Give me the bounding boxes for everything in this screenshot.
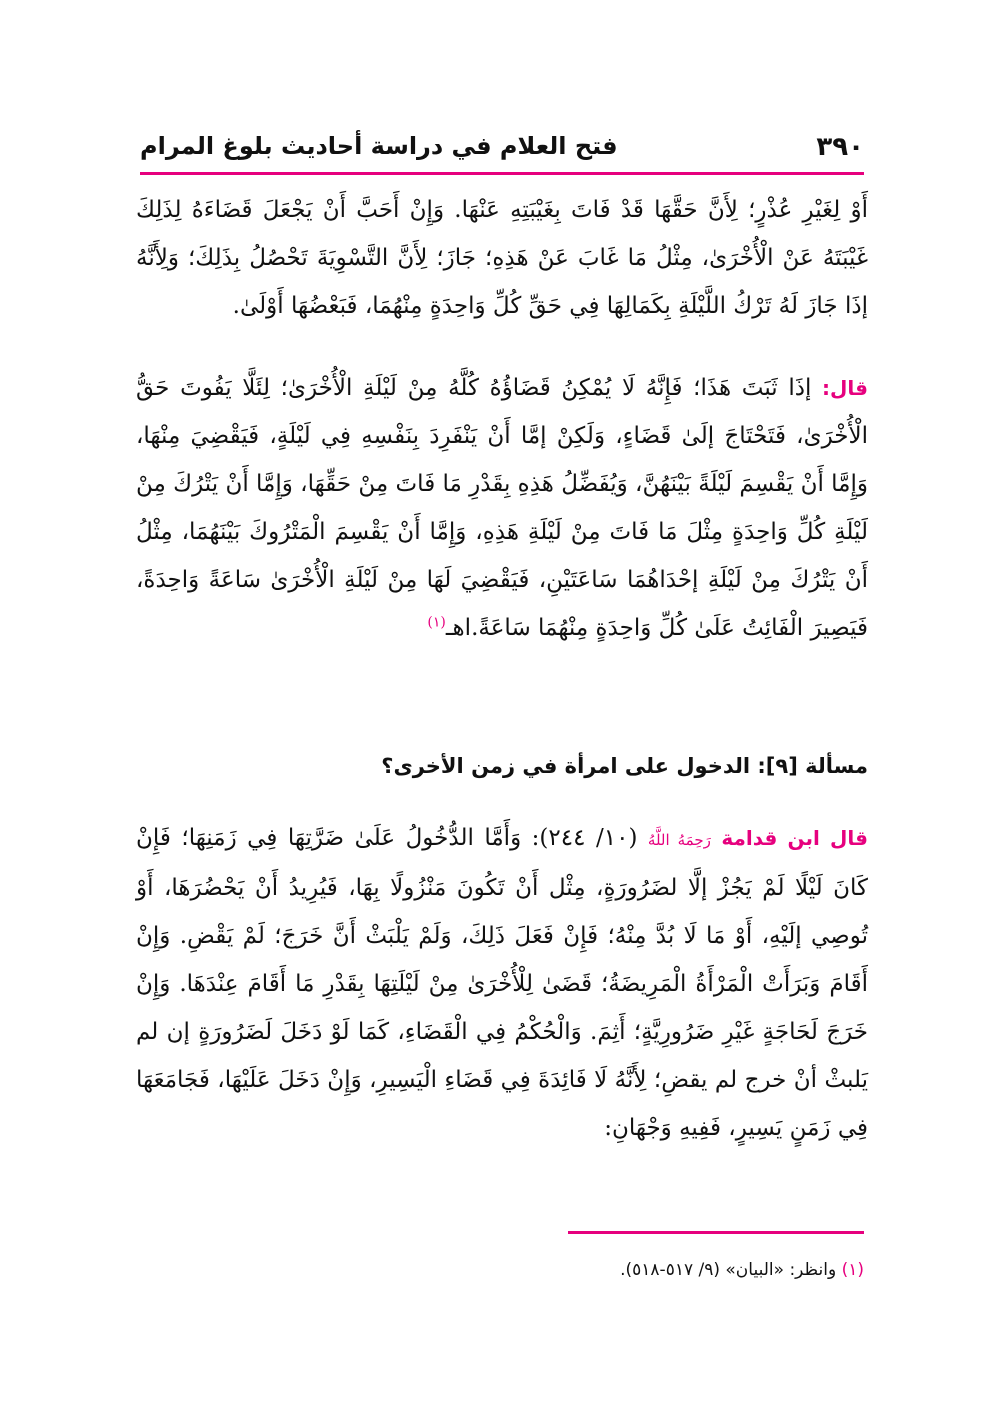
footnote: [140, 1260, 864, 1280]
paragraph-ibn-qudama: [136, 814, 868, 1152]
honorific-symbol: رَحِمَهُ اللَّهُ: [647, 831, 711, 849]
footnote-number: (١): [841, 1260, 864, 1280]
paragraph-text: إذَا ثَبَتَ هَذَا؛ فَإِنَّهُ لَا يُمْكِنُ قَضَاؤُهُ كُلَّهُ مِنْ لَيْلَةِ الْأُخْرَىٰ؛ لِئَلَّا يَفُوتَ حَقُّ الْأُخْرَىٰ، فَتَحْتَاجَ إلَىٰ قَضَاءٍ، وَلَكِنْ إمَّا أَنْ يَنْفَرِدَ بِنَفْسِهِ فِي لَيْلَةٍ، فَيَقْضِيَ مِنْهَا، وَإِمَّا أَنْ يَقْسِمَ لَيْلَةً بَيْنَهُنَّ، وَيُفَضِّلُ هَذِهِ بِقَدْرِ مَا فَاتَ مِنْ حَقِّهَا، وَإِمَّا أَنْ يَتْرُكَ مِنْ لَيْلَةِ كُلِّ وَاحِدَةٍ مِثْلَ مَا فَاتَ مِنْ لَيْلَةِ هَذِهِ، وَإِمَّا أَنْ يَقْسِمَ الْمَتْرُوكَ بَيْنَهُمَا، مِثْلُ أَنْ يَتْرُكَ مِنْ لَيْلَةِ إحْدَاهُمَا سَاعَتَيْنِ، فَيَقْضِيَ لَهَا مِنْ لَيْلَةِ الْأُخْرَىٰ سَاعَةً وَاحِدَةً، فَيَصِيرَ الْفَائِتُ عَلَىٰ كُلِّ وَاحِدَةٍ مِنْهُمَا سَاعَةً.اهـ: [136, 375, 868, 641]
header-divider: [140, 172, 864, 175]
book-title: فتح العلام في دراسة أحاديث بلوغ المرام: [140, 132, 618, 160]
page-number: ٣٩٠: [816, 132, 864, 162]
speaker-label: قال:: [822, 376, 868, 400]
paragraph-qala: [136, 364, 868, 652]
speaker-label: قال ابن قدامة: [721, 826, 868, 850]
issue-title: الدخول على امرأة في زمن الأخرى؟: [381, 754, 758, 778]
issue-heading: [136, 754, 868, 778]
paragraph-continuation: [136, 186, 868, 330]
page-header: [140, 124, 864, 174]
paragraph-text: (١٠/ ٢٤٤): وَأَمَّا الدُّخُولُ عَلَىٰ ضَرَّتِهَا فِي زَمَنِهَا؛ فَإِنْ كَانَ لَيْلًا لَمْ يَجُزْ إلَّا لضَرُورَةٍ، مِثْل أَنْ تَكُونَ مَنْزُولًا بِهَا، فَيُرِيدُ أَنْ يَحْضُرَهَا، أَوْ تُوصِي إلَيْهِ، أَوْ مَا لَا بُدَّ مِنْهُ؛ فَإِنْ فَعَلَ ذَلِكَ، وَلَمْ يَلْبَثْ أَنَّ خَرَجَ؛ لَمْ يَقْضِ. وَإِنْ أَقَامَ وَبَرَأَتْ الْمَرْأَةُ الْمَرِيضَةُ؛ قَضَىٰ لِلْأُخْرَىٰ مِنْ لَيْلَتِهَا بِقَدْرِ مَا أَقَامَ عِنْدَهَا. وَإِنْ خَرَجَ لَحَاجَةٍ غَيْرِ ضَرُورِيَّةٍ؛ أَثِمَ. وَالْحُكْمُ فِي الْقَضَاءِ، كَمَا لَوْ دَخَلَ لَضَرُورَةٍ إن لم يَلبثْ أنْ خرج لم يقضِ؛ لِأَنَّهُ لَا فَائِدَةَ فِي قَضَاءِ الْيَسِيرِ، وَإِنْ دَخَلَ عَلَيْهَا، فَجَامَعَهَا فِي زَمَنٍ يَسِيرٍ، فَفِيهِ وَجْهَانِ:: [136, 825, 868, 1141]
issue-number: مسألة [٩]:: [757, 754, 868, 778]
footnote-text: وانظر: «البيان» (٩/ ٥١٧-٥١٨).: [620, 1260, 842, 1280]
footnote-reference[interactable]: (١): [427, 614, 446, 631]
footnote-divider: [568, 1231, 864, 1234]
paragraph-text: أَوْ لِغَيْرِ عُذْرٍ؛ لِأَنَّ حَقَّهَا قَدْ فَاتَ بِغَيْبَتِهِ عَنْهَا. وَإِنْ أَحَبَّ أَنْ يَجْعَلَ قَضَاءَهُ لِذَلِكَ غَيْبَتَهُ عَنْ الْأُخْرَىٰ، مِثْلُ مَا غَابَ عَنْ هَذِهِ؛ جَازَ؛ لِأَنَّ التَّسْوِيَةَ تَحْصُلُ بِذَلِكَ؛ وَلِأَنَّهُ إذَا جَازَ لَهُ تَرْكُ اللَّيْلَةِ بِكَمَالِهَا فِي حَقِّ كُلِّ وَاحِدَةٍ مِنْهُمَا، فَبَعْضُهَا أَوْلَىٰ.: [136, 197, 868, 319]
